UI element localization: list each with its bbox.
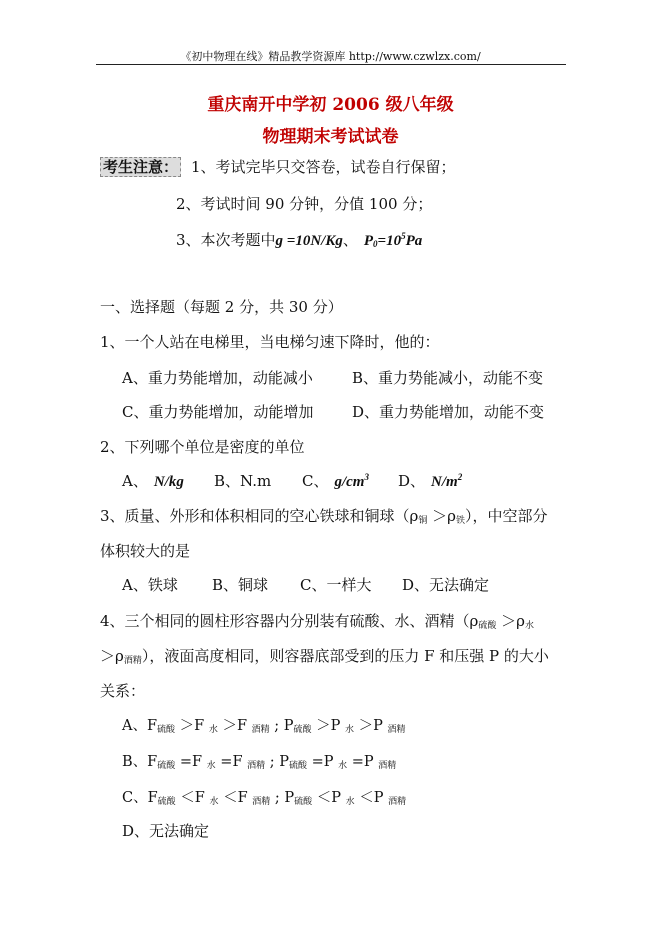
q4-stem-line2 <box>100 645 549 666</box>
q3-subscript-iron: 铁 <box>455 516 465 526</box>
q4-c-sub: 酒精 <box>252 797 271 807</box>
q4-stem-line1 <box>100 610 534 631</box>
notice-line-3 <box>176 229 422 250</box>
q4-b-label: B、F <box>122 754 158 770</box>
q4-c-sub: 水 <box>345 797 355 807</box>
q4-b-sub: 硫酸 <box>289 761 308 771</box>
exam-title-subject: 物理期末考试试卷 <box>262 127 399 147</box>
q4-stem-pre: 4、三个相同的圆柱形容器内分别装有硫酸、水、酒精（ρ <box>100 612 479 630</box>
q3-stem <box>100 505 548 526</box>
q4-a-sub: 酒精 <box>251 725 270 735</box>
exam-title-school: 重庆南开中学初 2006 级八年级 <box>207 95 454 115</box>
q4-stem-mid: ＞ρ <box>496 612 525 630</box>
q4-c-sub: 硫酸 <box>294 797 313 807</box>
q4-option-a: A、$F_{硫酸} >F$ $_水$ ＞F $_{酒精}$ ; $P_{硫酸} >P$ $_水$ ＞P $_{酒精}$ <box>122 718 406 735</box>
q3-stem-mid: ＞ρ <box>427 507 456 525</box>
page-header: 《初中物理在线》精品教学资源库 http://www.czwlzx.com/ <box>180 50 481 63</box>
q2-stem: 2、下列哪个单位是密度的单位 <box>100 438 305 456</box>
q4-stem2-pre: ＞ρ <box>100 647 124 665</box>
formula-p-subscript: 0 <box>373 239 378 249</box>
q4-b-sub: 水 <box>338 761 348 771</box>
q1-option-a: A、重力势能增加，动能减小 <box>122 369 313 387</box>
formula-p-exponent: 5 <box>401 231 406 241</box>
q4-stem2-post: ），液面高度相同，则容器底部受到的压力 F 和压强 P 的大小 <box>141 647 549 665</box>
q4-a-sub: 酒精 <box>387 725 406 735</box>
q2-option-c <box>302 470 369 491</box>
q2-a-value: N/kg <box>153 474 184 490</box>
q4-a-sub: 硫酸 <box>293 725 312 735</box>
section-heading: 一、选择题（每题 2 分，共 30 分） <box>100 298 343 316</box>
q4-subscript-alcohol: 酒精 <box>123 656 142 666</box>
q4-b-sub: 硫酸 <box>157 761 176 771</box>
q1-option-b: B、重力势能减小，动能不变 <box>352 369 544 387</box>
q4-a-sub: 水 <box>345 725 355 735</box>
q4-a-label: A、F <box>122 718 158 734</box>
notice-item-2: 2、考试时间 90 分钟，分值 100 分； <box>176 195 433 213</box>
q4-b-sub: 酒精 <box>247 761 266 771</box>
q2-d-label: D、 <box>398 472 426 490</box>
q3-stem-post: ），中空部分 <box>465 507 548 525</box>
q3-option-d: D、无法确定 <box>402 576 490 594</box>
notice-separator: 、 <box>342 231 358 249</box>
notice-line-1 <box>100 156 456 177</box>
q2-d-exponent: 2 <box>457 472 463 482</box>
q2-d-value: N/m <box>431 474 458 490</box>
q4-c-sub: 水 <box>209 797 219 807</box>
q3-stem-line2: 体积较大的是 <box>100 542 191 560</box>
q4-subscript-sulfuric: 硫酸 <box>478 621 497 631</box>
q2-c-exponent: 3 <box>364 472 369 482</box>
header-rule <box>96 64 566 65</box>
q3-subscript-copper: 铜 <box>418 516 428 526</box>
q4-a-sub: 水 <box>208 725 218 735</box>
q3-option-c: C、一样大 <box>300 576 372 594</box>
q4-option-c: C、$F_{硫酸} <F$ $_水$ ＜F $_{酒精}$ ; $P_{硫酸} <P$ $_水$ ＜P $_{酒精}$ <box>122 790 407 807</box>
q2-c-label: C、 <box>302 472 329 490</box>
q4-c-label: C、F <box>122 790 158 806</box>
notice-label: 考生注意： <box>100 157 181 177</box>
q2-option-d <box>398 470 462 491</box>
formula-p: P <box>363 233 374 249</box>
q4-subscript-water: 水 <box>524 621 534 631</box>
q4-a-sub: 硫酸 <box>157 725 176 735</box>
q2-a-label: A、 <box>122 472 148 490</box>
formula-g: g =10N/Kg <box>275 233 343 249</box>
q4-option-b: B、$F_{硫酸} =F$ $_水$ =F $_{酒精}$ ; $P_{硫酸} =P$ $_水$ =P $_{酒精}$ <box>122 754 397 771</box>
q1-option-d: D、重力势能增加，动能不变 <box>352 403 545 421</box>
q1-stem: 1、一个人站在电梯里，当电梯匀速下降时，他的： <box>100 333 440 351</box>
notice-item-3: 3、本次考题中 <box>176 231 276 249</box>
q2-option-a <box>122 470 184 491</box>
formula-p-unit: Pa <box>405 233 423 249</box>
q4-option-d: D、无法确定 <box>122 822 210 840</box>
q3-option-b: B、铜球 <box>212 576 269 594</box>
q4-c-sub: 硫酸 <box>157 797 176 807</box>
q4-b-sub: 水 <box>206 761 216 771</box>
q1-option-c: C、重力势能增加，动能增加 <box>122 403 314 421</box>
q3-stem-pre: 3、质量、外形和体积相同的空心铁球和铜球（ρ <box>100 507 419 525</box>
q2-option-b: B、N.m <box>214 472 272 490</box>
q2-c-value: g/cm <box>334 474 365 490</box>
q4-stem-line3: 关系： <box>100 682 146 700</box>
q3-option-a: A、铁球 <box>122 576 178 594</box>
q4-c-sub: 酒精 <box>388 797 407 807</box>
q4-b-sub: 酒精 <box>378 761 397 771</box>
notice-item-1: 1、考试完毕只交答卷，试卷自行保留； <box>191 158 456 176</box>
formula-p-value: =10 <box>377 233 402 249</box>
